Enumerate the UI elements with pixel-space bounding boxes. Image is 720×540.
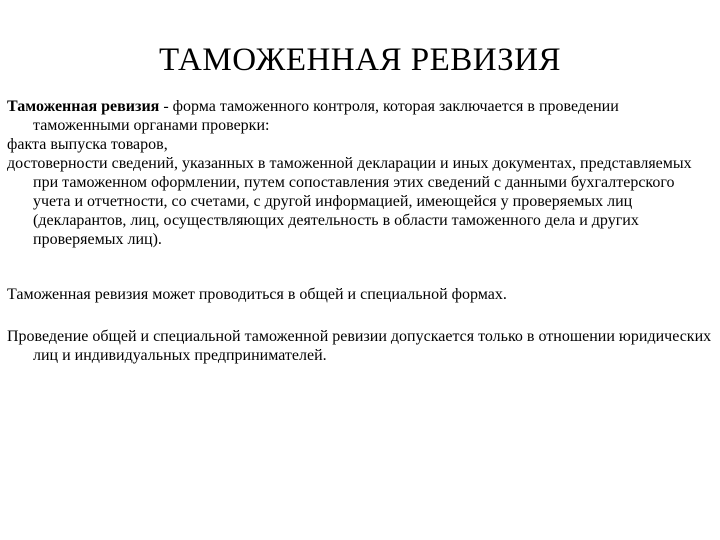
slide-title: ТАМОЖЕННАЯ РЕВИЗИЯ: [159, 42, 561, 78]
definition-text: - форма таможенного контроля, которая заключается в проведении таможенными органами проверки:: [33, 98, 619, 134]
term-bold: Таможенная ревизия: [7, 98, 160, 115]
slide-body: [7, 97, 715, 365]
check-item-accuracy: достоверности сведений, указанных в таможенной декларации и иных документах, представляемых при таможенном оформлении, путем сопоставления этих сведений с данными бухгалтерского учета и отчетности, со счетами, с другой информацией, имеющейся у проверяемых лиц (декларантов, лиц, осуществляющих деятельность в области таможенного дела и других проверяемых лиц).: [7, 155, 692, 248]
check-item-release: факта выпуска товаров,: [7, 136, 168, 153]
definition-paragraph: [7, 97, 715, 135]
forms-paragraph: Таможенная ревизия может проводиться в общей и специальной формах.: [7, 286, 507, 303]
scope-paragraph: Проведение общей и специальной таможенной ревизии допускается только в отношении юридических лиц и индивидуальных предпринимателей.: [7, 328, 712, 364]
